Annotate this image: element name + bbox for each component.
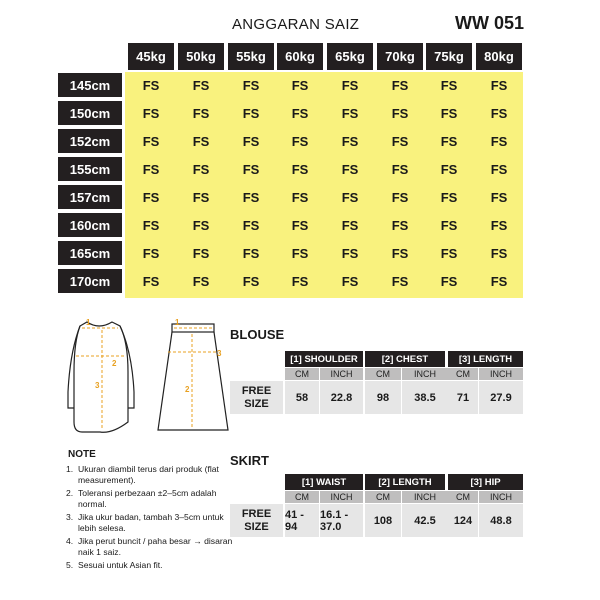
size-cell: FS — [440, 273, 458, 289]
size-cell: FS — [192, 161, 210, 177]
measure-header: [1] WAIST — [285, 474, 363, 490]
size-cell: FS — [142, 77, 160, 93]
measure-value: 124 — [448, 504, 478, 537]
note-text: Sesuai untuk Asian fit. — [78, 560, 163, 570]
size-cell: FS — [341, 77, 359, 93]
note-text: Ukuran diambil terus dari produk (flat measurement). — [78, 464, 219, 485]
size-cell: FS — [142, 133, 160, 149]
garment-diagram — [62, 312, 232, 442]
height-header: 155cm — [58, 157, 122, 181]
weight-header: 45kg — [128, 43, 174, 70]
size-cell: FS — [192, 273, 210, 289]
note-item — [66, 488, 236, 510]
size-cell: FS — [291, 77, 309, 93]
weight-header: 70kg — [377, 43, 423, 70]
size-cell: FS — [490, 189, 508, 205]
note-number: 1. — [66, 464, 74, 474]
weight-header: 75kg — [426, 43, 472, 70]
size-cell: FS — [341, 217, 359, 233]
size-cell: FS — [490, 77, 508, 93]
size-cell: FS — [291, 273, 309, 289]
unit-header: CM — [365, 368, 401, 380]
height-header: 145cm — [58, 73, 122, 97]
size-cell: FS — [291, 105, 309, 121]
measure-header: [3] LENGTH — [448, 351, 523, 367]
free-size-label: FREE SIZE — [230, 504, 283, 537]
size-cell: FS — [440, 189, 458, 205]
product-code: WW 051 — [455, 13, 525, 33]
size-cell: FS — [242, 161, 260, 177]
weight-header: 80kg — [476, 43, 522, 70]
height-header: 170cm — [58, 269, 122, 293]
height-header: 157cm — [58, 185, 122, 209]
size-cell: FS — [142, 105, 160, 121]
note-title: NOTE — [68, 449, 96, 460]
size-cell: FS — [142, 273, 160, 289]
measure-value: 58 — [285, 381, 319, 414]
size-cell: FS — [391, 133, 409, 149]
note-number: 4. — [66, 536, 74, 546]
measure-header: [2] LENGTH — [365, 474, 445, 490]
size-cell: FS — [490, 161, 508, 177]
note-list — [66, 464, 236, 573]
size-cell: FS — [391, 161, 409, 177]
size-cell: FS — [291, 133, 309, 149]
size-cell: FS — [142, 189, 160, 205]
measure-value: 22.8 — [320, 381, 363, 414]
size-cell: FS — [142, 217, 160, 233]
height-header: 152cm — [58, 129, 122, 153]
blouse-measure-lines — [76, 328, 126, 430]
height-header: 165cm — [58, 241, 122, 265]
blouse-illustration — [68, 322, 134, 432]
note-text: Jika ukur badan, tambah 3–5cm untuk lebih selesa. — [78, 512, 224, 533]
size-cell: FS — [490, 217, 508, 233]
size-cell: FS — [391, 217, 409, 233]
skirt-title: SKIRT — [230, 453, 269, 468]
note-item — [66, 536, 236, 558]
weight-header: 60kg — [277, 43, 323, 70]
size-cell: FS — [291, 245, 309, 261]
size-cell: FS — [192, 245, 210, 261]
size-cell: FS — [440, 77, 458, 93]
size-cell: FS — [242, 273, 260, 289]
note-number: 3. — [66, 512, 74, 522]
measure-value: 42.5 — [402, 504, 448, 537]
size-cell: FS — [391, 77, 409, 93]
size-cell: FS — [192, 189, 210, 205]
size-cell: FS — [490, 133, 508, 149]
size-cell: FS — [291, 189, 309, 205]
size-cell: FS — [391, 189, 409, 205]
measure-header: [1] SHOULDER — [285, 351, 363, 367]
note-item — [66, 512, 236, 534]
size-cell: FS — [341, 105, 359, 121]
size-cell: FS — [142, 245, 160, 261]
size-cell: FS — [192, 133, 210, 149]
size-cell: FS — [341, 161, 359, 177]
size-cell: FS — [242, 189, 260, 205]
skirt-label-2: 2 — [185, 385, 190, 394]
weight-header: 55kg — [228, 43, 274, 70]
size-cell: FS — [291, 217, 309, 233]
note-item — [66, 464, 236, 486]
size-cell: FS — [192, 77, 210, 93]
size-cell: FS — [242, 133, 260, 149]
size-cell: FS — [242, 245, 260, 261]
size-cell: FS — [341, 245, 359, 261]
unit-header: INCH — [320, 368, 363, 380]
note-number: 2. — [66, 488, 74, 498]
size-cell: FS — [242, 105, 260, 121]
blouse-title: BLOUSE — [230, 327, 285, 342]
skirt-label-1: 1 — [175, 318, 180, 327]
skirt-illustration — [158, 324, 228, 430]
size-cell: FS — [391, 105, 409, 121]
unit-header: CM — [285, 368, 319, 380]
size-cell: FS — [490, 245, 508, 261]
measure-value: 98 — [365, 381, 401, 414]
measure-value: 38.5 — [402, 381, 448, 414]
size-cell: FS — [440, 161, 458, 177]
unit-header: INCH — [402, 491, 448, 503]
height-header: 160cm — [58, 213, 122, 237]
unit-header: INCH — [402, 368, 448, 380]
size-cell: FS — [192, 105, 210, 121]
size-cell: FS — [142, 161, 160, 177]
measure-value: 27.9 — [479, 381, 523, 414]
size-cell: FS — [490, 105, 508, 121]
unit-header: CM — [448, 491, 478, 503]
skirt-measure-lines — [168, 328, 218, 428]
size-cell: FS — [242, 217, 260, 233]
size-cell: FS — [341, 133, 359, 149]
size-cell: FS — [440, 105, 458, 121]
unit-header: INCH — [479, 491, 523, 503]
note-number: 5. — [66, 560, 74, 570]
measure-header: [3] HIP — [448, 474, 523, 490]
free-size-label: FREE SIZE — [230, 381, 283, 414]
measure-value: 108 — [365, 504, 401, 537]
size-cell: FS — [391, 245, 409, 261]
size-cell: FS — [291, 161, 309, 177]
size-cell: FS — [440, 217, 458, 233]
note-text: Jika perut buncit / paha besar → disaran naik 1 saiz. — [78, 536, 233, 557]
size-cell: FS — [391, 273, 409, 289]
blouse-label-2: 2 — [112, 359, 117, 368]
size-cell: FS — [341, 273, 359, 289]
unit-header: CM — [365, 491, 401, 503]
unit-header: CM — [448, 368, 478, 380]
measure-header: [2] CHEST — [365, 351, 445, 367]
size-cell: FS — [490, 273, 508, 289]
note-text: Toleransi perbezaan ±2–5cm adalah normal. — [78, 488, 217, 509]
blouse-label-1: 1 — [86, 318, 91, 327]
weight-header: 65kg — [327, 43, 373, 70]
note-item — [66, 560, 236, 571]
size-cell: FS — [440, 133, 458, 149]
skirt-label-3: 3 — [217, 349, 222, 358]
size-cell: FS — [242, 77, 260, 93]
chart-title: ANGGARAN SAIZ — [232, 16, 360, 33]
size-cell: FS — [192, 217, 210, 233]
unit-header: INCH — [479, 368, 523, 380]
unit-header: CM — [285, 491, 319, 503]
height-header: 150cm — [58, 101, 122, 125]
unit-header: INCH — [320, 491, 363, 503]
size-cell: FS — [440, 245, 458, 261]
weight-header: 50kg — [178, 43, 224, 70]
measure-value: 41 - 94 — [285, 504, 319, 537]
size-cell: FS — [341, 189, 359, 205]
blouse-label-3: 3 — [95, 381, 100, 390]
measure-value: 16.1 - 37.0 — [320, 504, 363, 537]
measure-value: 71 — [448, 381, 478, 414]
measure-value: 48.8 — [479, 504, 523, 537]
